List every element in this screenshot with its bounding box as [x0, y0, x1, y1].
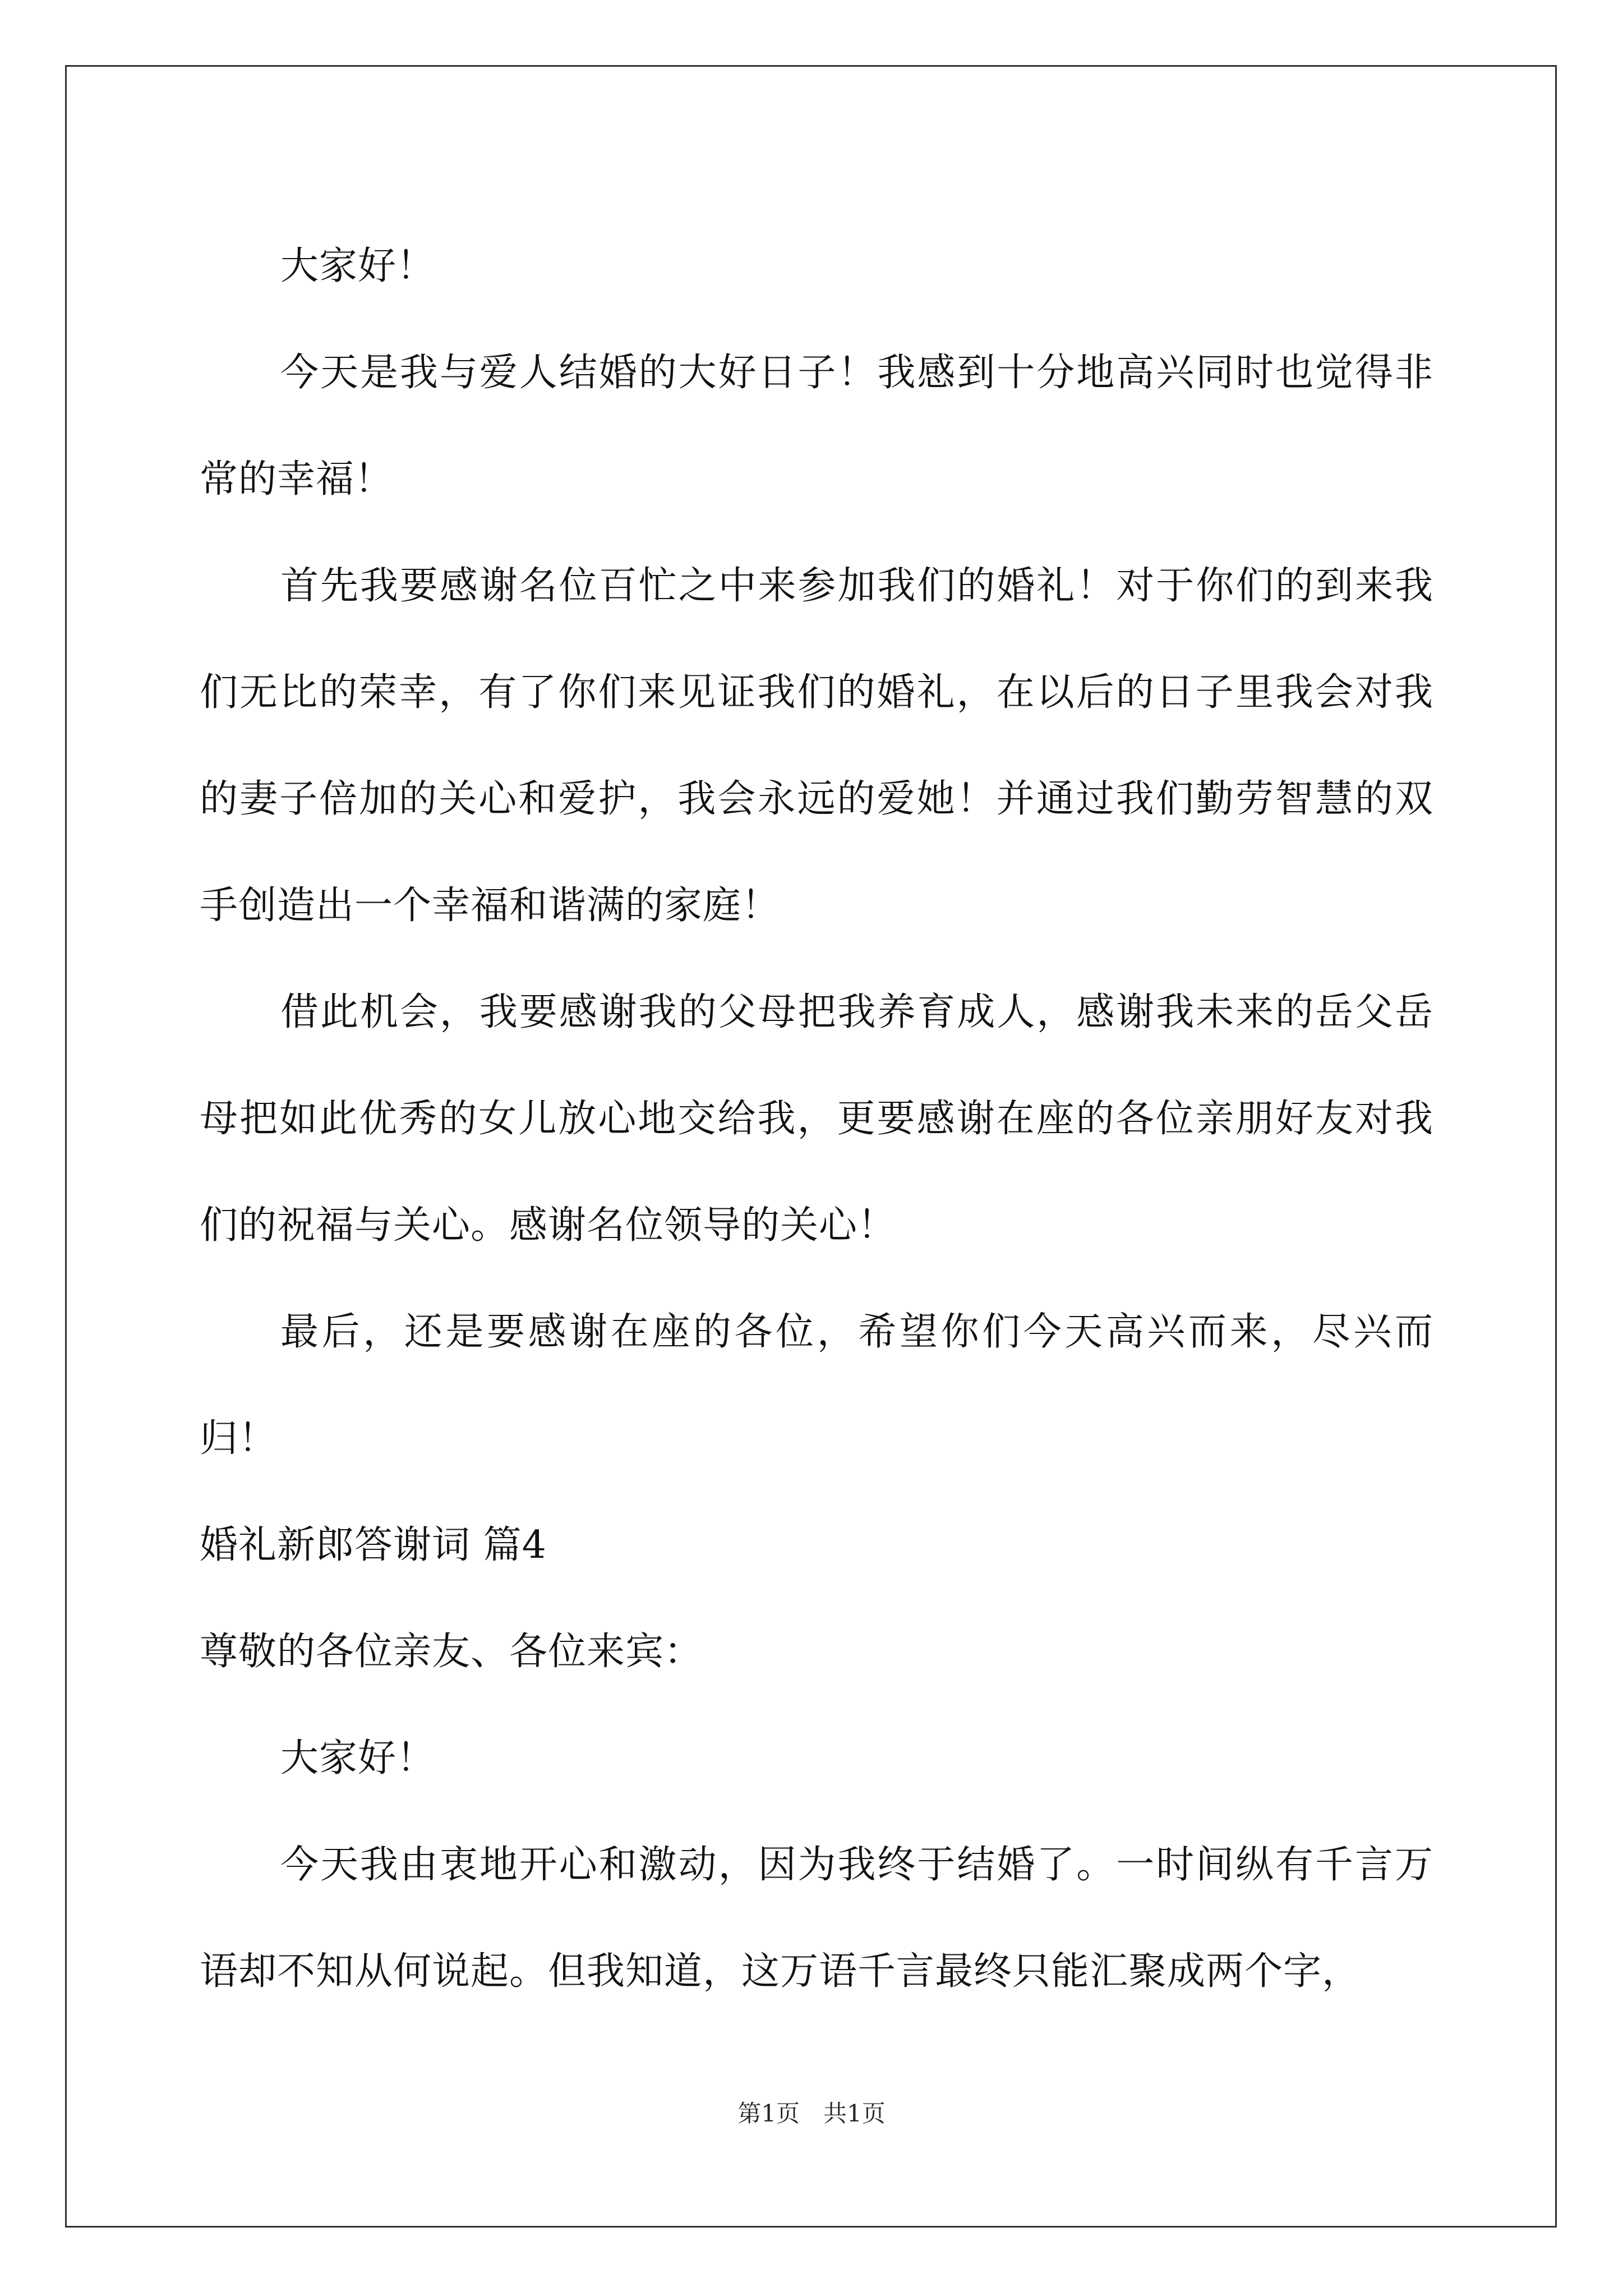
paragraph-thanks-guests: 首先我要感谢名位百忙之中来参加我们的婚礼！对于你们的到来我们无比的荣幸，有了你们来见证我们的婚礼，在以后的日子里我会对我的妻子倍加的关心和爱护，我会永远的爱她！并通过我们勤劳智慧的双手创造出一个幸福和谐满的家庭！ [200, 564, 1433, 928]
page-footer: 第1页 共1页 [737, 2100, 886, 2127]
paragraph-thanks-parents: 借此机会，我要感谢我的父母把我养育成人，感谢我未来的岳父岳母把如此优秀的女儿放心地交给我，更要感谢在座的各位亲朋好友对我们的祝福与关心。感谢名位领导的关心！ [200, 990, 1433, 1248]
salutation: 尊敬的各位亲友、各位来宾： [200, 1630, 703, 1674]
paragraph-excited: 今天我由衷地开心和激动，因为我终于结婚了。一时间纵有千言万语却不知从何说起。但我知道，这万语千言最终只能汇聚成两个字， [200, 1843, 1433, 1994]
paragraph-greeting: 大家好！ [280, 244, 436, 288]
section-heading: 婚礼新郎答谢词 篇4 [200, 1523, 547, 1567]
document-body [200, 213, 1433, 2025]
paragraph-wedding-day: 今天是我与爱人结婚的大好日子！我感到十分地高兴同时也觉得非常的幸福！ [200, 351, 1433, 501]
paragraph-closing: 最后，还是要感谢在座的各位，希望你们今天高兴而来，尽兴而归！ [200, 1310, 1433, 1461]
paragraph-greeting-2: 大家好！ [280, 1736, 436, 1780]
